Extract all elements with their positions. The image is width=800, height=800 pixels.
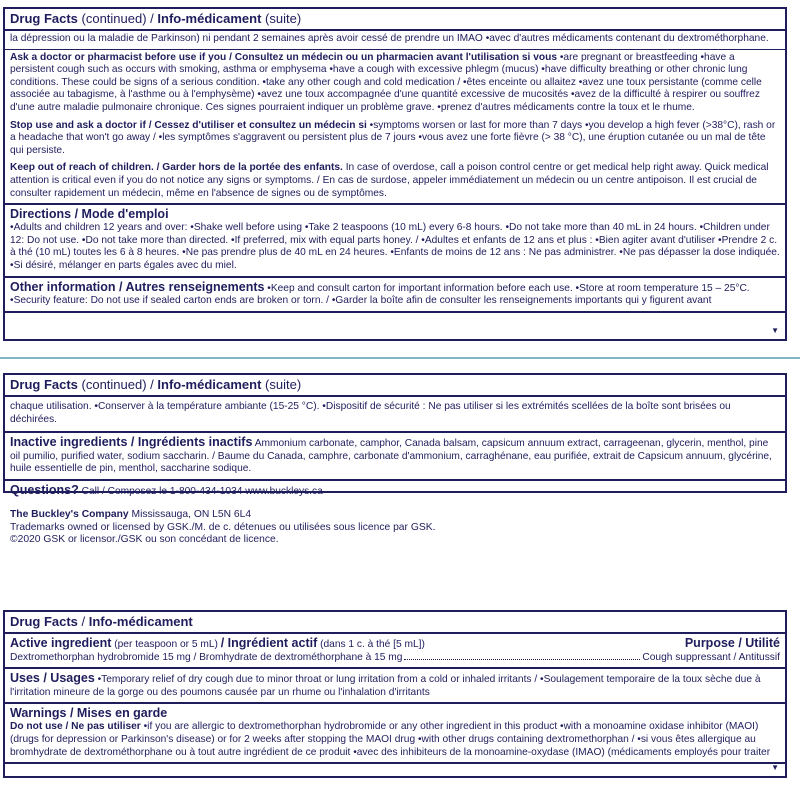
drug-facts-panel-continued-2 [3, 373, 787, 497]
panel-header [5, 612, 785, 634]
header-title: Drug Facts [10, 11, 78, 26]
other-info-heading: Other information / Autres renseignements [10, 279, 265, 294]
continued-text [5, 31, 785, 50]
active-ingredient-qualifier: (per teaspoon or 5 mL) [111, 639, 221, 650]
inactive-ingredients-body: Ammonium carbonate, camphor, Canada balsam, capsicum annuum extract, carrageenan, glycerin, menthol, pine oil pumilio, purified water, sodium saccharin. / Baume du Canada, camphre, carbonate d'ammonium, carraghénane, eau purifiée, extrait de Capsicum annuum, glycérine, huile essentielle de pin, menthol, saccharine sodique. [10, 438, 772, 475]
continued-body: la dépression ou la maladie de Parkinson) ni pendant 2 semaines après avoir cessé de prendre un IMAO •avec d'autres médicaments contenant du dextrométhorphane. [10, 33, 769, 44]
keep-out-paragraph [10, 162, 780, 200]
header-sep: (continued) / [77, 11, 158, 26]
drug-facts-panel-main [3, 610, 787, 778]
warnings-section [5, 50, 785, 206]
ask-doctor-body: •are pregnant or breastfeeding •have a persistent cough such as occurs with smoking, asthma or emphysema •have a cough with excessive phlegm (mucus) •have difficulty breathing or other chronic lung conditions. These could be signs of a serious condition. •take any other cough and cold medication / •êtes enceinte ou allaitez •avez une toux persistante (comme celle associée au tabagisme, à l'asthme ou à l'emphysème) •avez une toux accompagnée d'une quantité excessive de mucosités •avez de la difficulté à respirer ou souffrez d'une autre maladie pulmonaire chronique. Ces signes pourraient indiquer un problème grave. •prenez d'autres médicaments contre la toux et le rhume. [10, 51, 762, 113]
directions-body: •Adults and children 12 years and over: •Shake well before using •Take 2 teaspoons (10 mL) every 6-8 hours. •Do not take more than 40 mL in 24 hours. •Children under 12: Do not use. •Do not take more than directed. •If preferred, mix with equal parts honey. / •Adultes et enfants de 12 ans et plus : •Bien agiter avant d'utiliser •Prendre 2 c. à thé (10 mL) toutes les 6 à 8 heures. •Ne pas prendre plus de 40 mL en 24 heures. •Enfants de moins de 12 ans : Ne pas administrer. •Ne pas dépasser la dose indiquée. •Si désiré, mélanger en parts égales avec du miel. [10, 222, 780, 271]
continue-arrow-icon: ▼ [771, 763, 779, 772]
company-address: Mississauga, ON L5N 6L4 [128, 509, 252, 520]
warnings-section [5, 704, 785, 764]
ingredient-row [10, 652, 780, 665]
stop-use-paragraph [10, 120, 780, 158]
panel-header [5, 9, 785, 31]
header-title-fr: Info-médicament [157, 377, 262, 392]
stop-use-heading: Stop use and ask a doctor if / Cessez d'utiliser et consultez un médecin si [10, 119, 367, 131]
dot-leader [404, 659, 640, 660]
continued-body: chaque utilisation. •Conserver à la température ambiante (15-25 °C). •Dispositif de sécurité : Ne pas utiliser si les extrémités scellées de la boîte sont brisées ou déchirées. [10, 401, 731, 425]
inactive-ingredients-heading: Inactive ingredients / Ingrédients inactifs [10, 435, 253, 450]
ingredient-name: Dextromethorphan hydrobromide 15 mg / Bromhydrate de dextrométhorphane à 15 mg [10, 651, 403, 663]
ask-doctor-heading: Ask a doctor or pharmacist before use if you / Consultez un médecin ou un pharmacien avant l'utilisation si vous [10, 51, 557, 63]
company-name: The Buckley's Company [10, 509, 129, 520]
purpose-heading: Purpose / Utilité [684, 636, 780, 650]
inactive-ingredients-section [5, 433, 785, 481]
do-not-use-paragraph [10, 721, 780, 759]
trademark-notice: Trademarks owned or licensed by GSK./M. de c. détenues ou utilisées sous licence par GSK. [10, 521, 436, 533]
directions-heading: Directions / Mode d'emploi [10, 207, 169, 222]
keep-out-heading: Keep out of reach of children. / Garder hors de la portée des enfants. [10, 162, 343, 174]
header-title-fr: Info-médicament [88, 614, 193, 629]
header-sep: (continued) / [77, 377, 158, 392]
other-info-body: •Keep and consult carton for important information before each use. •Store at room temperature 15 – 25°C. •Security feature: Do not use if sealed carton ends are broken or torn. / •Garder la boîte afin de consulter les renseignements importants qui y figurent avant [10, 282, 750, 307]
header-title-fr: Info-médicament [157, 11, 262, 26]
do-not-use-body: •if you are allergic to dextromethorphan hydrobromide or any other ingredient in this product •with a monoamine oxidase inhibitor (MAOI) (drugs for depression or Parkinson's disease) or for 2 weeks after stopping the MAOI drug •with other drugs containing dextromethorphan / •si vous êtes allergique au bromhydrate de dextrométhorphane ou à tout autre ingrédient de ce produit •avec des inhibiteurs de la monoamine-oxydase (IMAO) (médicaments employés pour traiter [10, 721, 771, 758]
panel-divider [0, 357, 800, 359]
directions-section [5, 205, 785, 277]
uses-heading: Uses / Usages [10, 671, 95, 686]
continued-text [5, 397, 785, 433]
warnings-heading: Warnings / Mises en garde [10, 706, 168, 721]
ingredient-purpose: Cough suppressant / Antitussif [642, 651, 780, 663]
header-sep: / [77, 614, 89, 629]
do-not-use-heading: Do not use / Ne pas utiliser [10, 721, 141, 733]
active-ingredient-title-fr: / Ingrédient actif [220, 636, 318, 650]
drug-facts-panel-continued-1 [3, 7, 787, 341]
ask-doctor-paragraph [10, 52, 780, 115]
header-title: Drug Facts [10, 614, 78, 629]
questions-body: Call / Composez le 1-800-434-1034 www.buckleys.ca [78, 485, 323, 497]
questions-section [5, 481, 785, 502]
continue-arrow-icon: ▼ [771, 326, 779, 335]
uses-section [5, 669, 785, 704]
header-suffix: (suite) [261, 377, 302, 392]
header-suffix: (suite) [261, 11, 302, 26]
panel-header [5, 375, 785, 397]
header-title: Drug Facts [10, 377, 78, 392]
active-ingredient-title: Active ingredient [10, 636, 112, 650]
company-line [10, 509, 435, 522]
company-info [10, 509, 435, 547]
uses-body: •Temporary relief of dry cough due to minor throat or lung irritation from a cold or inhaled irritants / •Soulagement temporaire de la toux sèche due à l'irritation mineure de la gorge ou des poumons causée par un rhume ou l'inhalation d'irritants [10, 674, 761, 698]
stop-use-body: •symptoms worsen or last for more than 7 days •you develop a high fever (>38°C), rash or a headache that won't go away / •les symptômes s'aggravent ou persistent plus de 7 jours •vous avez une forte fièvre (> 38 °C), une éruption cutanée ou un mal de tête qui persiste. [10, 119, 776, 156]
other-info-section [5, 278, 785, 313]
active-ingredient-qualifier-fr: (dans 1 c. à thé [5 mL]) [317, 639, 425, 650]
copyright-notice: ©2020 GSK or licensor./GSK ou son concédant de licence. [10, 534, 279, 545]
active-ingredient-header-row [10, 636, 780, 652]
keep-out-body: In case of overdose, call a poison control centre or get medical help right away. Quick medical attention is critical even if you do not notice any signs or symptoms. / En cas de surdose, appeler immédiatement un médecin ou un centre antipoison. Il est crucial de consulter rapidement un médecin, même en l'absence de signes ou de symptômes. [10, 162, 769, 199]
active-ingredient-section [5, 634, 785, 669]
active-ingredient-heading [10, 636, 425, 652]
questions-heading: Questions? [10, 482, 79, 497]
